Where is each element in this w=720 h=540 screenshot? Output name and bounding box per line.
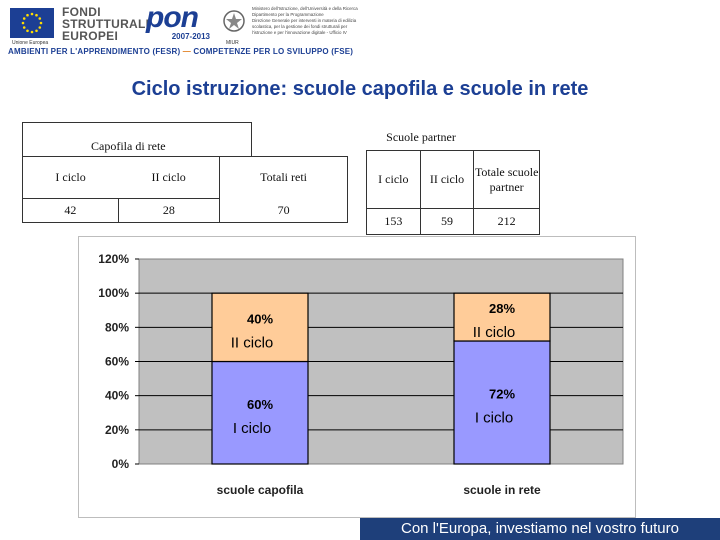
chart-svg (79, 237, 635, 517)
fondi-line-2: STRUTTURALI (62, 17, 150, 31)
eu-star (31, 31, 34, 34)
ministry-line-3: Direzione Generale per interventi in materia di edilizia (252, 18, 357, 23)
eu-star (38, 26, 41, 29)
stacked-bar-chart (78, 236, 636, 518)
y-tick-label: 80% (104, 320, 129, 335)
y-tick-label: 100% (98, 286, 129, 301)
eu-star (23, 26, 26, 29)
series-label: II ciclo (472, 324, 516, 342)
bar-i-ciclo (454, 341, 550, 464)
bar-i-ciclo (212, 362, 308, 465)
partner-header-ii-ciclo: II ciclo (420, 151, 474, 209)
series-label: I ciclo (474, 409, 514, 427)
ministry-line-5: l'istruzione e per l'innovazione digitale - Ufficio IV (252, 30, 347, 35)
y-tick-label: 60% (104, 354, 129, 369)
data-label: 60% (246, 396, 274, 412)
partner-header-totale: Totale scuole partner (474, 151, 540, 209)
partner-value-i-ciclo: 153 (367, 209, 421, 235)
fesr-label: AMBIENTI PER L'APPRENDIMENTO (FESR) (8, 47, 181, 56)
eu-star (38, 17, 41, 20)
data-label: 40% (246, 311, 274, 327)
capofila-heading: Capofila di rete (91, 139, 166, 153)
capofila-value-ii-ciclo: 28 (118, 199, 220, 223)
eu-star (26, 14, 29, 17)
x-category-label: scuole in rete (463, 483, 541, 497)
fondi-logo (62, 6, 149, 42)
capofila-header-i-ciclo: I ciclo (23, 157, 119, 199)
data-label: 72% (488, 386, 516, 402)
eu-star (35, 29, 38, 32)
page-title: Ciclo istruzione: scuole capofila e scuole in rete (131, 78, 589, 100)
ministry-line-4: scolastica, per la gestione dei fondi strutturali per (252, 24, 348, 29)
pon-logo-years: 2007-2013 (171, 32, 210, 41)
eu-star (22, 22, 25, 25)
ministry-line-1: Ministero dell'Istruzione, dell'Università e della Ricerca (252, 6, 358, 11)
capofila-value-i-ciclo: 42 (23, 199, 119, 223)
pon-logo-word: pon (146, 1, 198, 34)
fse-label: COMPETENZE PER LO SVILUPPO (FSE) (193, 47, 354, 56)
eu-star (26, 29, 29, 32)
pon-logo (146, 2, 210, 41)
fondi-line-1: FONDI (62, 5, 101, 19)
y-tick-label: 0% (111, 457, 129, 471)
partner-table (366, 150, 540, 235)
eu-flag-icon (10, 8, 54, 38)
programme-line (8, 47, 353, 56)
partner-value-ii-ciclo: 59 (420, 209, 474, 235)
y-tick-label: 120% (98, 252, 129, 266)
eu-star (40, 22, 43, 25)
capofila-header-totali: Totali reti (220, 157, 348, 199)
ministry-caption: MIUR (226, 40, 239, 46)
eu-star (35, 14, 38, 17)
italian-emblem-icon (222, 8, 246, 36)
capofila-value-totali: 70 (220, 199, 348, 223)
eu-star (31, 13, 34, 16)
capofila-header-ii-ciclo: II ciclo (118, 157, 220, 199)
fondi-line-3: EUROPEI (62, 29, 119, 43)
footer-slogan-bar (360, 518, 720, 540)
data-label: 28% (488, 301, 516, 317)
footer-slogan: Con l'Europa, investiamo nel vostro futuro (400, 520, 679, 537)
series-label: II ciclo (230, 334, 274, 352)
ministry-line-2: Dipartimento per la Programmazione (252, 12, 324, 17)
y-tick-label: 40% (104, 388, 129, 403)
y-tick-label: 20% (104, 422, 129, 437)
ministry-text (252, 6, 362, 36)
partner-heading: Scuole partner (386, 130, 456, 144)
partner-header-i-ciclo: I ciclo (367, 151, 421, 209)
partner-value-totale: 212 (474, 209, 540, 235)
eu-caption: Unione Europea (12, 40, 49, 46)
header-banner (0, 0, 370, 60)
capofila-table (22, 156, 348, 223)
programme-separator: — (182, 47, 191, 56)
eu-star (23, 17, 26, 20)
series-label: I ciclo (232, 419, 272, 437)
x-category-label: scuole capofila (216, 483, 304, 497)
capofila-heading-box (22, 122, 252, 157)
